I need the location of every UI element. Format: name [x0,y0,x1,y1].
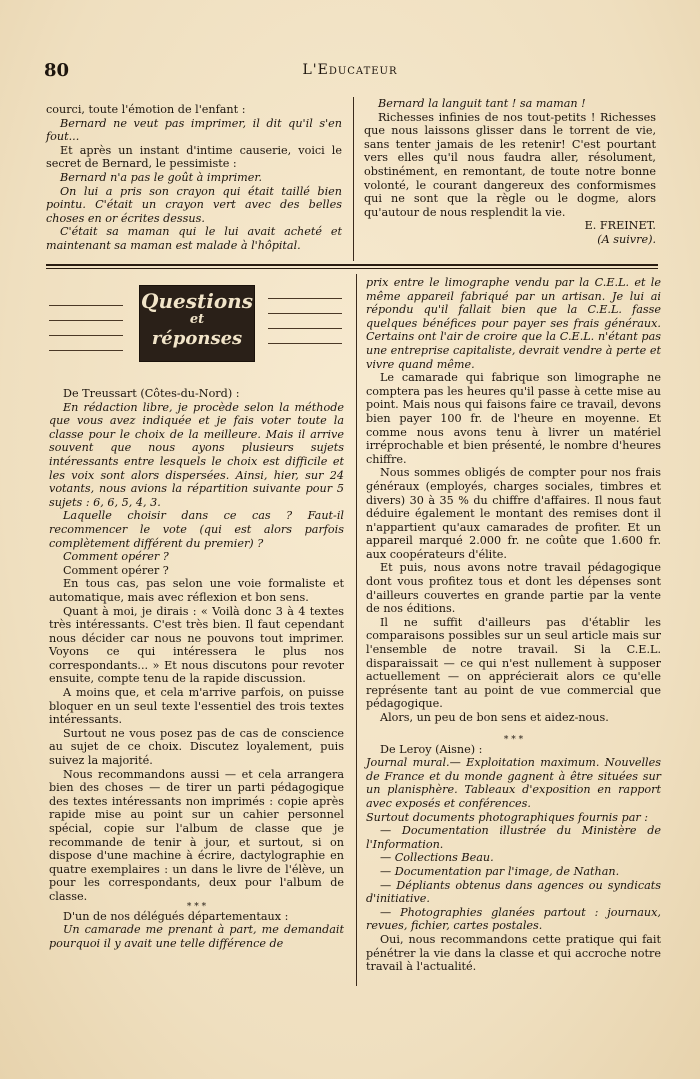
column-divider [356,274,357,986]
decorative-line [49,335,123,336]
answer-paragraph: Nous recommandons aussi — et cela arrangera bien des choses — de tirer un parti pédagogique des textes intéressants non imprimés : copie après rapide mise au point sur un cahier personnel spécial, copie sur l'album de classe que je recommande de tenir à jour, et surtout, si on dispose d'une machine à écrire, dactylographie en quatre exemplaires : un dans le livre de l'élève, un pour les correspondants, deux pour l'album de classe. [49,767,344,903]
decorative-line [49,350,123,351]
list-item: — Dépliants obtenus dans agences ou syndicats d'initiative. [366,878,661,906]
logo-line: Questions [141,289,253,313]
list-item: — Documentation par l'image, de Nathan. [380,864,620,878]
list-item: — Documentation illustrée du Ministère de l'Information. [366,824,661,851]
paragraph: courci, toute l'émotion de l'enfant : [46,103,246,116]
list-item: — Photographies glanées partout : journaux, revues, fichier, cartes postales. [366,905,661,933]
page-number: 80 [44,60,70,81]
article-continuation-left [46,103,342,253]
child-quote: Bernard la languit tant ! sa maman ! [378,97,586,110]
answer-paragraph: Nous sommes obligés de compter pour nos frais généraux (employés, charges sociales, timbres et divers) 30 à 35 % du chiffre d'affaires. Il nous faut déduire également le montant des remises dont il n'appartient qu'aux camarades de profiter. Et un appareil marqué 2.000 fr. ne coûte que 1.600 fr. aux coopérateurs d'élite. [366,466,661,561]
decorative-line [268,328,342,329]
child-quote: On lui a pris son crayon qui était taillé bien pointu. C'était un crayon vert avec des belles choses en or écrites dessus. [46,184,342,225]
article-continuation-right [364,97,656,247]
child-quote: Bernard ne veut pas imprimer, il dit qu'il s'en fout... [46,116,342,144]
question-text: Laquelle choisir dans ce cas ? Faut-il recommencer le vote (qui est alors parfois complètement différent du premier) ? [49,509,344,550]
answer-paragraph: Surtout ne vous posez pas de cas de conscience au sujet de ce choix. Discutez loyalement, puis suivez la majorité. [49,726,344,768]
decorative-line [268,313,342,314]
answer-heading: Comment opérer ? [63,563,169,577]
to-be-continued: (A suivre). [597,232,656,246]
child-quote: C'était sa maman qui le lui avait acheté et maintenant sa maman est malade à l'hôpital. [46,225,342,252]
question-text: Un camarade me prenant à part, me demandait pourquoi il y avait une telle différence de [49,923,344,950]
correspondent-name: D'un de nos délégués départementaux : [63,909,289,923]
decorative-line [49,320,123,321]
child-quote: Bernard n'a pas le goût à imprimer. [60,170,263,184]
journal-title: L'Educateur [302,62,398,78]
questions-column-left [49,387,344,950]
section-stars: * * * [503,734,524,745]
section-divider-thin [46,268,658,269]
question-text: Journal mural.— Exploitation maximum. Nouvelles de France et du monde gagnent à être situées sur un planisphère. Tableaux d'exposition en rapport avec exposés et conférences. [366,756,661,810]
page-header [0,60,700,84]
logo-line: et [189,312,205,327]
questions-reponses-logo [139,285,255,362]
paragraph: Et après un instant d'intime causerie, voici le secret de Bernard, le pessimiste : [46,143,342,171]
answer-paragraph: Il ne suffit d'ailleurs pas d'établir les comparaisons possibles sur un seul article mais sur l'ensemble de notre travail. Si la C.E.L. disparaissait — ce qui n'est nullement à supposer actuellement — on apprécierait alors ce qu'elle représente tant au point de vue commercial que pédagogique. [366,615,661,711]
question-text: Surtout documents photographiques fournis par : [366,810,649,824]
answer-paragraph: En tous cas, pas selon une voie formaliste et automatique, mais avec réflexion et bon sens. [49,577,344,604]
question-text: En rédaction libre, je procède selon la méthode que vous avez indiquée et je fais voter toute la classe pour le choix de la meilleure. Mais il arrive souvent que nous ayons plusieurs sujets intéressants entre lesquels le choix est difficile et les voix sont alors dispersées. Ainsi, hier, sur 24 votants, nous avions la répartition suivante pour 5 sujets : 6, 6, 5, 4, 3. [49,400,344,509]
section-stars: * * * [186,901,207,912]
paragraph: Richesses infinies de nos tout-petits ! Richesses que nous laissons glisser dans le torrent de vie, sans tenter jamais de les retenir! C'est pourtant vers elles qu'il nous faudra aller, résolument, obstinément, en remontant, de toute notre bonne volonté, le courant dangereux des conformismes qui ne sont que la règle ou le dogme, alors qu'autour de nous resplendit la vie. [364,110,656,219]
question-text: prix entre le limographe vendu par la C.E.L. et le même appareil fabriqué par un artisan. Je lui ai répondu qu'il fallait bien que la C.E.L. fasse quelques bénéfices pour payer ses frais généraux. Certains ont l'air de croire que la C.E.L. n'étant pas une entreprise capitaliste, devrait vendre à perte et vivre quand même. [366,276,661,371]
questions-column-right [366,276,661,974]
section-divider [46,264,658,266]
decorative-line [268,298,342,299]
author-signature: E. FREINET. [584,219,656,233]
column-divider [353,97,354,261]
list-item: — Collections Beau. [380,851,494,865]
question-text: Comment opérer ? [63,550,169,564]
answer-paragraph: Oui, nous recommandons cette pratique qui fait pénétrer la vie dans la classe et qui accroche notre travail à l'actualité. [366,932,661,974]
answer-paragraph: Le camarade qui fabrique son limographe ne comptera pas les heures qu'il passe à cette mise au point. Mais nous qui faisons faire ce travail, devons bien payer 100 fr. de l'heure en moyenne. Et comme nous avons tenu à livrer un matériel irréprochable et bien présenté, le nombre d'heures chiffre. [366,371,661,466]
answer-paragraph: Alors, un peu de bon sens et aidez-nous. [380,711,609,724]
logo-line: réponses [151,328,243,349]
correspondent-name: De Treussart (Côtes-du-Nord) : [63,387,240,400]
decorative-line [268,343,342,344]
answer-paragraph: Et puis, nous avons notre travail pédagogique dont vous profitez tous et dont les dépenses sont d'ailleurs couvertes en grande partie par la vente de nos éditions. [366,561,661,616]
correspondent-name: De Leroy (Aisne) : [380,742,483,756]
answer-paragraph: Quant à moi, je dirais : « Voilà donc 3 à 4 textes très intéressants. C'est très bien. Il faut cependant nous décider car nous ne pouvons tout imprimer. Voyons ce qui intéressera le plus nos correspondants... » Et nous discutons pour revoter ensuite, compte tenu de la rapide discussion. [49,604,344,686]
answer-paragraph: A moins que, et cela m'arrive parfois, on puisse bloquer en un seul texte l'essentiel des trois textes intéressants. [49,686,344,727]
decorative-line [49,305,123,306]
